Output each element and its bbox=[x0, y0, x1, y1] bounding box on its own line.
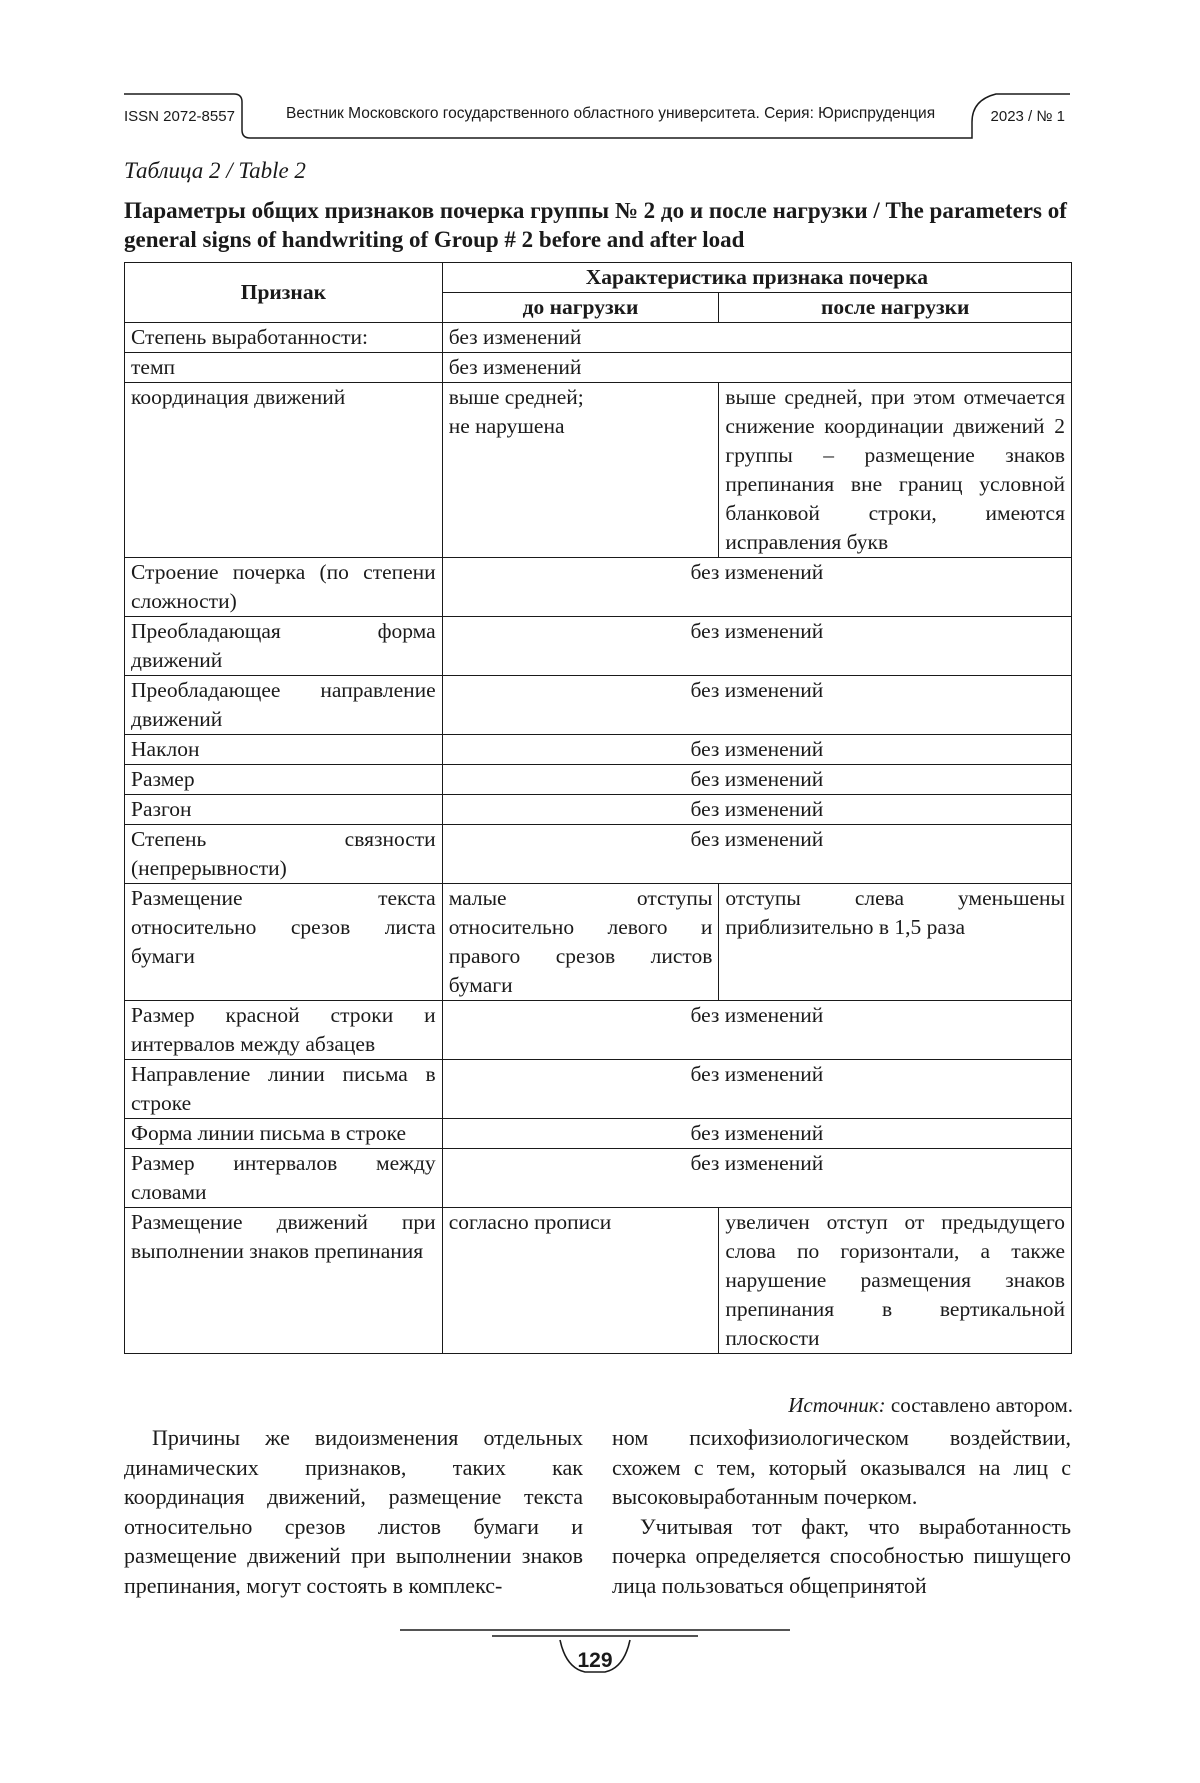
value-cell: без изменений bbox=[442, 1060, 1071, 1119]
value-cell: без изменений bbox=[442, 1119, 1071, 1149]
handwriting-parameters-table bbox=[124, 262, 1072, 1354]
sign-cell: Форма линии письма в строке bbox=[125, 1119, 443, 1149]
sign-cell: Размещение движений при выполнении знаков препинания bbox=[125, 1208, 443, 1354]
body-paragraph-continuation: ном психофизиологическом воздействии, схожем с тем, который оказывался на лиц с высоковыработанным почерком. bbox=[612, 1425, 1071, 1509]
value-cell: без изменений bbox=[442, 323, 1071, 353]
before-cell: согласно прописи bbox=[442, 1208, 719, 1354]
table-row bbox=[125, 558, 1072, 617]
sign-cell: Размер bbox=[125, 765, 443, 795]
value-cell: без изменений bbox=[442, 795, 1071, 825]
table-row bbox=[125, 617, 1072, 676]
value-cell: без изменений bbox=[442, 1149, 1071, 1208]
header-before: до нагрузки bbox=[442, 293, 719, 323]
sign-cell: Наклон bbox=[125, 735, 443, 765]
sign-cell: Степень выработанности: bbox=[125, 323, 443, 353]
table-row bbox=[125, 825, 1072, 884]
page-footer bbox=[400, 1628, 790, 1688]
table-caption: Таблица 2 / Table 2 bbox=[124, 158, 306, 183]
source-label: Источник: bbox=[788, 1393, 886, 1417]
header-characteristic: Характеристика признака почерка bbox=[442, 263, 1071, 293]
table-row bbox=[125, 676, 1072, 735]
sign-cell: Размер красной строки и интервалов между абзацев bbox=[125, 1001, 443, 1060]
sign-cell: Разгон bbox=[125, 795, 443, 825]
table-row bbox=[125, 765, 1072, 795]
table-title: Параметры общих признаков почерка группы № 2 до и после нагрузки / The parameters of general signs of handwriting of Group # 2 before and after load bbox=[124, 198, 1067, 252]
table-row bbox=[125, 1149, 1072, 1208]
header-sign: Признак bbox=[125, 263, 443, 323]
before-cell: малые отступы относительно левого и правого срезов листов бумаги bbox=[442, 884, 719, 1001]
value-cell: без изменений bbox=[442, 353, 1071, 383]
value-cell: без изменений bbox=[442, 765, 1071, 795]
table-row bbox=[125, 1208, 1072, 1354]
sign-cell: Преобладающая форма движений bbox=[125, 617, 443, 676]
body-paragraph: Причины же видоизменения отдельных динамических признаков, таких как координация движений, размещение текста относительно срезов листов бумаги и размещение движений при выполнении знаков препинания, могут состоять в комплекс- bbox=[124, 1425, 583, 1598]
table-row bbox=[125, 735, 1072, 765]
after-cell: выше средней, при этом отмечается снижение координации движений 2 группы – размещение знаков препинания вне границ условной бланковой строки, имеются исправления букв bbox=[719, 383, 1072, 558]
issn: ISSN 2072-8557 bbox=[124, 108, 235, 125]
sign-cell: Преобладающее направление движений bbox=[125, 676, 443, 735]
sign-cell: темп bbox=[125, 353, 443, 383]
journal-title: Вестник Московского государственного областного университета. Серия: Юриспруденция bbox=[286, 105, 936, 122]
table-row bbox=[125, 1119, 1072, 1149]
source-text: составлено автором. bbox=[885, 1393, 1073, 1417]
table-row bbox=[125, 795, 1072, 825]
running-header bbox=[124, 92, 1070, 142]
sign-cell: Направление линии письма в строке bbox=[125, 1060, 443, 1119]
year-issue: 2023 / № 1 bbox=[990, 108, 1065, 125]
table-row bbox=[125, 323, 1072, 353]
value-cell: без изменений bbox=[442, 1001, 1071, 1060]
sign-cell: Размещение текста относительно срезов листа бумаги bbox=[125, 884, 443, 1001]
table-header-row bbox=[125, 263, 1072, 293]
after-cell: отступы слева уменьшены приблизительно в 1,5 раза bbox=[719, 884, 1072, 1001]
sign-cell: Строение почерка (по степени сложности) bbox=[125, 558, 443, 617]
table-row bbox=[125, 383, 1072, 558]
table-row bbox=[125, 884, 1072, 1001]
table-row bbox=[125, 1001, 1072, 1060]
header-after: после нагрузки bbox=[719, 293, 1072, 323]
value-cell: без изменений bbox=[442, 735, 1071, 765]
body-column-left bbox=[124, 1423, 583, 1600]
after-cell: увеличен отступ от предыдущего слова по горизонтали, а также нарушение размещения знаков препинания в вертикальной плоскости bbox=[719, 1208, 1072, 1354]
table-row bbox=[125, 353, 1072, 383]
value-cell: без изменений bbox=[442, 676, 1071, 735]
page-number: 129 bbox=[577, 1649, 613, 1672]
body-paragraph: Учитывая тот факт, что выработанность почерка определяется способностью пишущего лица пользоваться общепринятой bbox=[612, 1513, 1071, 1598]
sign-cell: Размер интервалов между словами bbox=[125, 1149, 443, 1208]
value-cell: без изменений bbox=[442, 558, 1071, 617]
sign-cell: Степень связности (непрерывности) bbox=[125, 825, 443, 884]
body-column-right bbox=[612, 1423, 1071, 1600]
value-cell: без изменений bbox=[442, 825, 1071, 884]
value-cell: без изменений bbox=[442, 617, 1071, 676]
before-cell: выше средней; не нарушена bbox=[442, 383, 719, 558]
sign-cell: координация движений bbox=[125, 383, 443, 558]
table-row bbox=[125, 1060, 1072, 1119]
table-source bbox=[788, 1393, 1073, 1418]
